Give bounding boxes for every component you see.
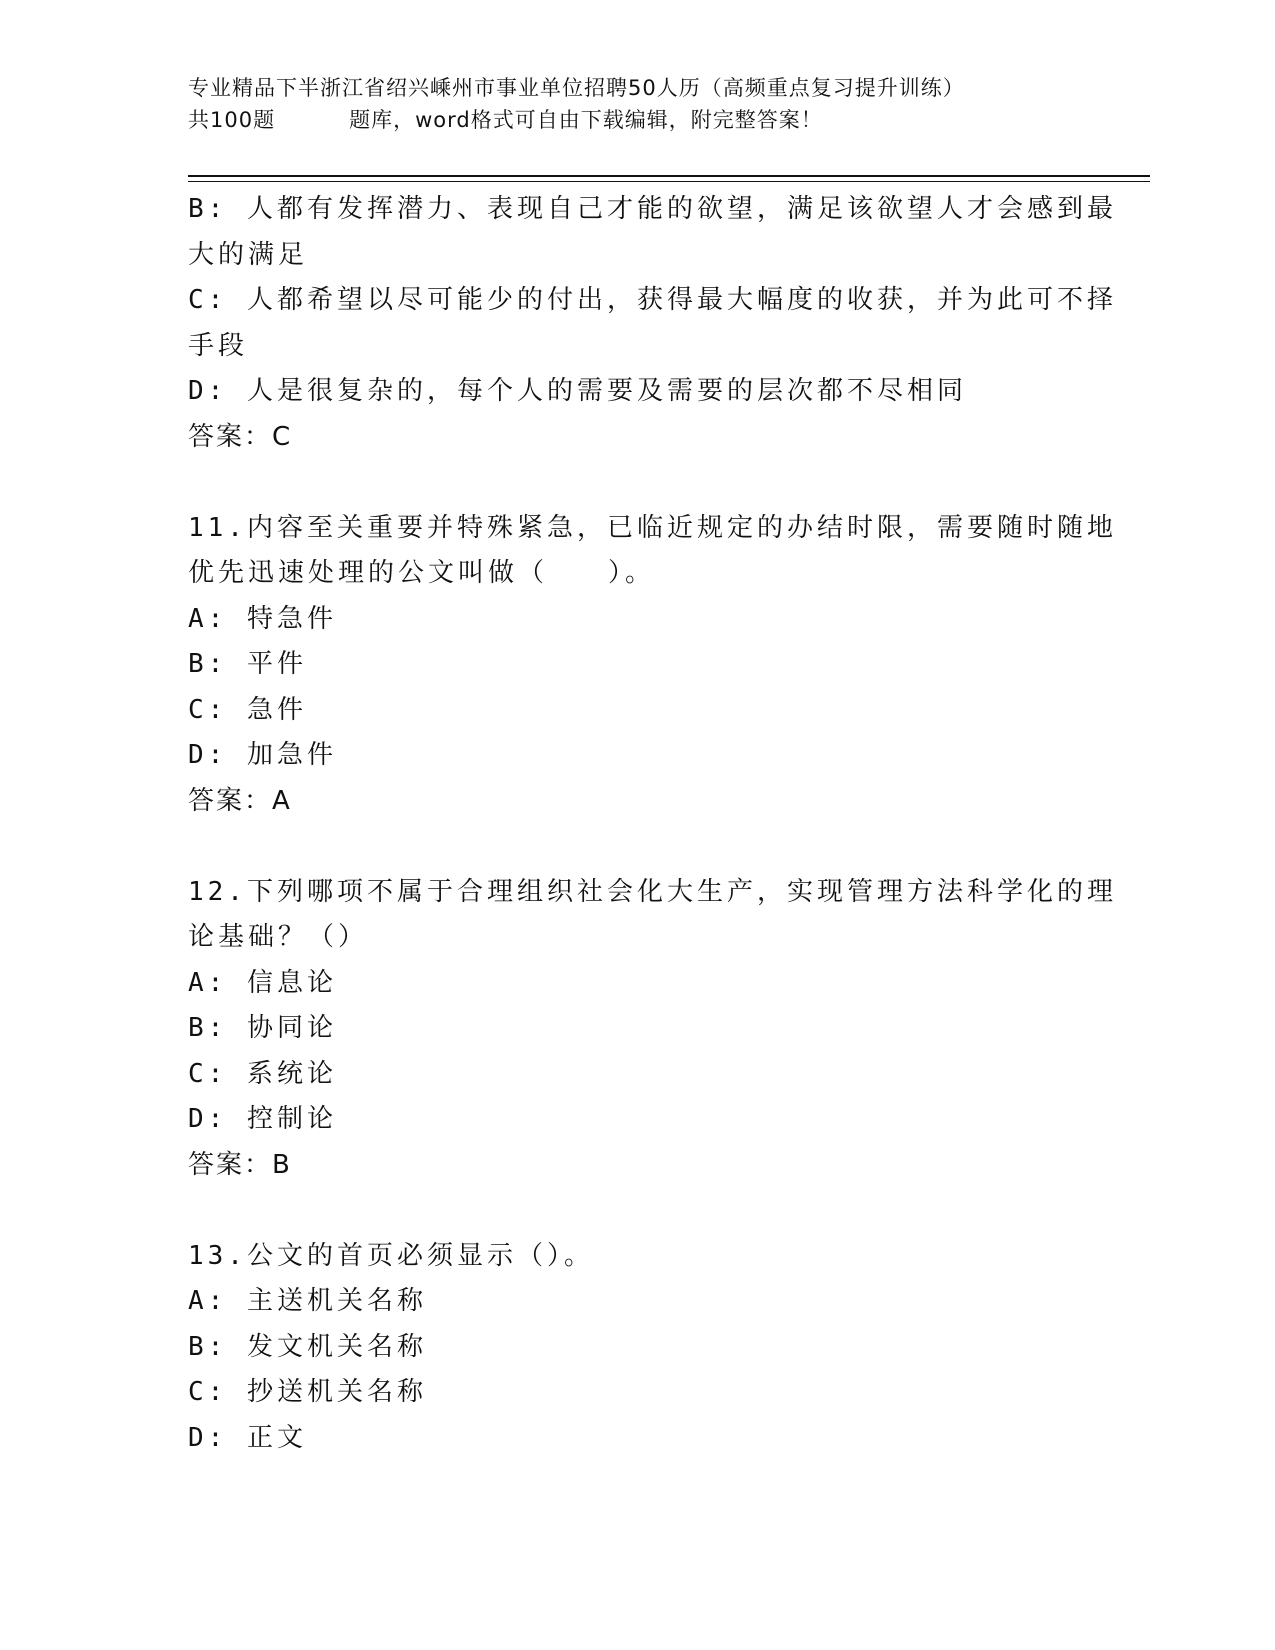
q11-answer: 答案：A [188, 785, 292, 816]
header-title-line1: 专业精品下半浙江省绍兴嵊州市事业单位招聘50人历（高频重点复习提升训练） [188, 76, 965, 100]
header-description: 题库，word格式可自由下载编辑，附完整答案！ [349, 108, 823, 132]
header-title-line2 [188, 104, 1088, 136]
q11-option-b: B: 平件 [188, 649, 307, 679]
q12-option-b: B: 协同论 [188, 1013, 337, 1043]
q13-option-b: B: 发文机关名称 [188, 1331, 427, 1362]
q11-stem-line2: 优先迅速处理的公文叫做（ ）。 [188, 558, 656, 588]
q12-stem-line1: 12.下列哪项不属于合理组织社会化大生产，实现管理方法科学化的理 [188, 876, 1117, 907]
q12-stem-line2: 论基础？（） [188, 922, 369, 952]
q11-option-d: D: 加急件 [188, 740, 337, 770]
prev-option-b-line2: 大的满足 [188, 239, 309, 270]
q11-option-a: A: 特急件 [188, 603, 337, 634]
prev-option-c-line2: 手段 [188, 330, 249, 361]
header-rule-thin [188, 181, 1150, 182]
prev-option-c-line1: C: 人都希望以尽可能少的付出，获得最大幅度的收获，并为此可不择 [188, 285, 1117, 315]
q12-answer: 答案：B [188, 1149, 292, 1180]
question-content [188, 187, 1117, 1461]
q13-option-c: C: 抄送机关名称 [188, 1377, 427, 1407]
q12-option-c: C: 系统论 [188, 1058, 337, 1089]
document-header [188, 72, 1088, 136]
q13-stem-line1: 13.公文的首页必须显示（）。 [188, 1240, 594, 1271]
q13-option-a: A: 主送机关名称 [188, 1286, 427, 1316]
prev-option-d: D: 人是很复杂的，每个人的需要及需要的层次都不尽相同 [188, 376, 967, 406]
q12-option-a: A: 信息论 [188, 967, 337, 998]
q13-option-d: D: 正文 [188, 1422, 307, 1453]
prev-option-b-line1: B: 人都有发挥潜力、表现自己才能的欲望，满足该欲望人才会感到最 [188, 194, 1117, 224]
prev-answer: 答案：C [188, 421, 293, 452]
q12-option-d: D: 控制论 [188, 1104, 337, 1134]
header-rule-thick [188, 175, 1150, 177]
q11-option-c: C: 急件 [188, 694, 307, 725]
q11-stem-line1: 11.内容至关重要并特殊紧急，已临近规定的办结时限，需要随时随地 [188, 512, 1117, 543]
header-question-count: 共100题 [188, 108, 276, 132]
